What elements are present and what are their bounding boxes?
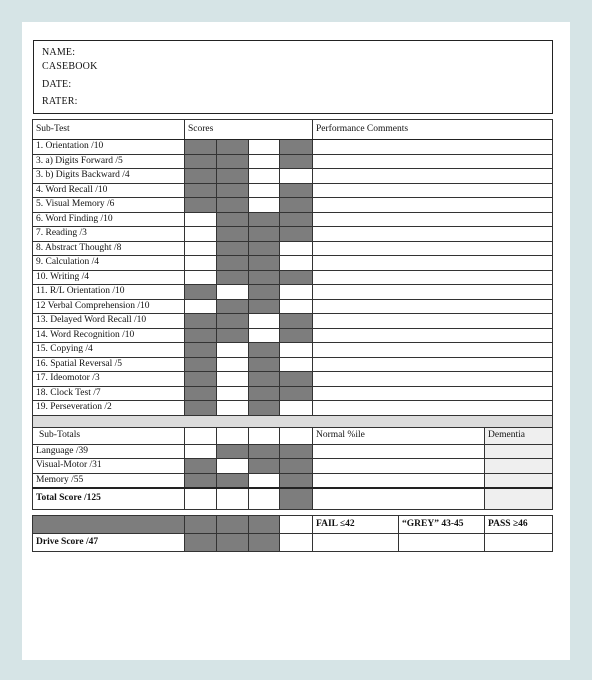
- subtest-row: [33, 270, 553, 285]
- score-cell: [217, 183, 249, 198]
- subtest-label: 10. Writing /4: [33, 270, 185, 285]
- subtest-label: 15. Copying /4: [33, 343, 185, 358]
- subtest-row: [33, 154, 553, 169]
- score-cell: [185, 401, 217, 416]
- score-cell[interactable]: [185, 444, 217, 459]
- dementia-cell[interactable]: [485, 444, 553, 459]
- score-cell[interactable]: [280, 299, 313, 314]
- score-cell: [249, 459, 280, 474]
- divider-cell: [33, 415, 553, 427]
- score-cell[interactable]: [249, 488, 280, 510]
- score-cell[interactable]: [217, 386, 249, 401]
- score-cell: [217, 534, 249, 552]
- subtest-label: 3. b) Digits Backward /4: [33, 169, 185, 184]
- comment-cell[interactable]: [313, 343, 553, 358]
- date-label: DATE:: [42, 79, 72, 90]
- score-cell: [249, 534, 280, 552]
- comment-cell[interactable]: [313, 386, 553, 401]
- score-cell: [185, 534, 217, 552]
- score-cell: [249, 285, 280, 300]
- subtest-header: Sub-Test: [33, 120, 185, 140]
- score-cell[interactable]: [185, 227, 217, 242]
- comment-cell[interactable]: [313, 198, 553, 213]
- subtest-row: [33, 386, 553, 401]
- subtest-label: 12 Verbal Comprehension /10: [33, 299, 185, 314]
- score-cell: [249, 343, 280, 358]
- score-cell[interactable]: [217, 285, 249, 300]
- score-cell[interactable]: [217, 488, 249, 510]
- score-cell: [217, 198, 249, 213]
- score-cell: [280, 473, 313, 488]
- score-cell: [280, 212, 313, 227]
- score-cell: [249, 227, 280, 242]
- score-cell: [185, 169, 217, 184]
- subtotal-row: [33, 473, 553, 488]
- score-cell: [217, 444, 249, 459]
- subtest-label: 6. Word Finding /10: [33, 212, 185, 227]
- subtest-row: [33, 343, 553, 358]
- subtest-row: [33, 212, 553, 227]
- comment-cell[interactable]: [313, 212, 553, 227]
- score-cell[interactable]: [280, 256, 313, 271]
- comment-cell[interactable]: [313, 256, 553, 271]
- normal-percentile-cell[interactable]: [313, 444, 485, 459]
- score-cell[interactable]: [249, 328, 280, 343]
- score-cell: [185, 198, 217, 213]
- subtotal-label: Visual-Motor /31: [33, 459, 185, 474]
- score-cell[interactable]: [185, 256, 217, 271]
- score-cell[interactable]: [249, 140, 280, 155]
- subtest-label: 1. Orientation /10: [33, 140, 185, 155]
- score-cell: [249, 212, 280, 227]
- score-cell: [280, 372, 313, 387]
- score-cell: [249, 427, 280, 444]
- score-cell[interactable]: [249, 169, 280, 184]
- score-cell[interactable]: [217, 401, 249, 416]
- score-cell: [217, 154, 249, 169]
- subtest-label: 3. a) Digits Forward /5: [33, 154, 185, 169]
- drive-threshold-row: [33, 516, 553, 534]
- score-cell: [217, 140, 249, 155]
- score-cell: [185, 473, 217, 488]
- scores-header: Scores: [185, 120, 313, 140]
- pass-threshold: PASS ≥46: [485, 516, 553, 534]
- score-cell: [185, 140, 217, 155]
- score-cell[interactable]: [185, 299, 217, 314]
- subtest-label: 19. Perseveration /2: [33, 401, 185, 416]
- score-cell[interactable]: [249, 314, 280, 329]
- casebook-label: CASEBOOK: [42, 61, 98, 72]
- score-cell: [217, 241, 249, 256]
- score-cell: [280, 444, 313, 459]
- subtest-row: [33, 328, 553, 343]
- score-cell: [280, 227, 313, 242]
- score-cell: [217, 516, 249, 534]
- dementia-cell[interactable]: [485, 473, 553, 488]
- comment-cell[interactable]: [313, 328, 553, 343]
- patient-info-box: [33, 40, 553, 114]
- score-cell: [280, 140, 313, 155]
- comment-cell[interactable]: [313, 183, 553, 198]
- score-cell: [185, 314, 217, 329]
- score-cell: [185, 372, 217, 387]
- score-cell: [280, 488, 313, 510]
- subtest-label: 4. Word Recall /10: [33, 183, 185, 198]
- rater-label: RATER:: [42, 96, 78, 107]
- total-score-row: [33, 488, 553, 510]
- normal-percentile-cell[interactable]: [313, 459, 485, 474]
- comment-cell[interactable]: [313, 270, 553, 285]
- subtotal-label: Language /39: [33, 444, 185, 459]
- subtotals-heading: Sub-Totals: [33, 427, 185, 444]
- score-cell: [280, 516, 313, 534]
- score-cell: [185, 357, 217, 372]
- subtest-row: [33, 169, 553, 184]
- subtest-label: 16. Spatial Reversal /5: [33, 357, 185, 372]
- score-cell[interactable]: [249, 473, 280, 488]
- comment-cell[interactable]: [313, 169, 553, 184]
- score-cell: [249, 386, 280, 401]
- subtotals-header-row: [33, 427, 553, 444]
- score-cell: [217, 256, 249, 271]
- subtest-row: [33, 227, 553, 242]
- score-cell: [249, 256, 280, 271]
- comment-cell[interactable]: [313, 154, 553, 169]
- scoring-table: [32, 119, 553, 552]
- score-cell: [249, 401, 280, 416]
- score-cell: [249, 516, 280, 534]
- subtotal-row: [33, 459, 553, 474]
- subtest-row: [33, 256, 553, 271]
- subtest-label: 17. Ideomotor /3: [33, 372, 185, 387]
- score-cell: [280, 427, 313, 444]
- subtest-row: [33, 140, 553, 155]
- comment-cell[interactable]: [313, 285, 553, 300]
- score-cell[interactable]: [280, 401, 313, 416]
- score-cell[interactable]: [217, 357, 249, 372]
- comments-header: Performance Comments: [313, 120, 553, 140]
- score-cell: [249, 241, 280, 256]
- score-cell[interactable]: [249, 154, 280, 169]
- score-cell: [185, 459, 217, 474]
- dementia-header: Dementia: [485, 427, 553, 444]
- subtest-row: [33, 372, 553, 387]
- score-cell[interactable]: [249, 198, 280, 213]
- subtest-label: 7. Reading /3: [33, 227, 185, 242]
- grey-cell[interactable]: [399, 534, 485, 552]
- score-cell: [217, 212, 249, 227]
- comment-cell[interactable]: [313, 357, 553, 372]
- score-cell: [280, 270, 313, 285]
- score-cell[interactable]: [280, 534, 313, 552]
- score-cell: [280, 386, 313, 401]
- dementia-cell[interactable]: [485, 459, 553, 474]
- subtest-label: 9. Calculation /4: [33, 256, 185, 271]
- score-cell: [185, 516, 217, 534]
- subtest-row: [33, 314, 553, 329]
- fail-threshold: FAIL ≤42: [313, 516, 399, 534]
- score-cell[interactable]: [217, 372, 249, 387]
- fail-cell[interactable]: [313, 534, 399, 552]
- drive-shaded-block: [33, 516, 185, 534]
- score-cell[interactable]: [280, 357, 313, 372]
- subtest-label: 14. Word Recognition /10: [33, 328, 185, 343]
- comment-cell[interactable]: [313, 140, 553, 155]
- score-cell: [185, 343, 217, 358]
- score-cell: [217, 270, 249, 285]
- score-cell: [217, 314, 249, 329]
- score-cell: [185, 183, 217, 198]
- score-cell[interactable]: [280, 241, 313, 256]
- score-cell: [249, 299, 280, 314]
- normal-percentile-cell[interactable]: [313, 488, 485, 510]
- score-cell[interactable]: [185, 212, 217, 227]
- score-cell[interactable]: [185, 270, 217, 285]
- drive-score-row: [33, 534, 553, 552]
- score-cell: [249, 444, 280, 459]
- section-divider: [33, 415, 553, 427]
- pass-cell[interactable]: [485, 534, 553, 552]
- score-cell[interactable]: [185, 241, 217, 256]
- score-cell[interactable]: [249, 183, 280, 198]
- score-cell: [185, 285, 217, 300]
- score-cell: [280, 154, 313, 169]
- score-cell: [280, 183, 313, 198]
- score-cell[interactable]: [217, 343, 249, 358]
- subtest-label: 8. Abstract Thought /8: [33, 241, 185, 256]
- score-cell: [217, 169, 249, 184]
- subtotal-row: [33, 444, 553, 459]
- score-cell: [249, 372, 280, 387]
- comment-cell[interactable]: [313, 314, 553, 329]
- subtest-row: [33, 285, 553, 300]
- subtest-label: 13. Delayed Word Recall /10: [33, 314, 185, 329]
- score-cell: [280, 328, 313, 343]
- subtest-row: [33, 198, 553, 213]
- comment-cell[interactable]: [313, 227, 553, 242]
- score-cell: [280, 459, 313, 474]
- score-cell: [217, 473, 249, 488]
- subtest-row: [33, 357, 553, 372]
- subtest-row: [33, 299, 553, 314]
- score-cell: [249, 357, 280, 372]
- score-cell[interactable]: [280, 169, 313, 184]
- score-cell: [217, 227, 249, 242]
- score-cell: [280, 198, 313, 213]
- score-cell: [185, 328, 217, 343]
- score-cell: [185, 386, 217, 401]
- dementia-cell[interactable]: [485, 488, 553, 510]
- subtest-label: 18. Clock Test /7: [33, 386, 185, 401]
- normal-percentile-cell[interactable]: [313, 473, 485, 488]
- comment-cell[interactable]: [313, 372, 553, 387]
- score-cell: [217, 299, 249, 314]
- subtest-label: 5. Visual Memory /6: [33, 198, 185, 213]
- score-cell: [217, 328, 249, 343]
- subtest-row: [33, 183, 553, 198]
- score-cell: [185, 427, 217, 444]
- drive-score-label: Drive Score /47: [33, 534, 185, 552]
- total-score-label: Total Score /125: [33, 488, 185, 510]
- score-cell[interactable]: [280, 343, 313, 358]
- score-cell[interactable]: [185, 488, 217, 510]
- comment-cell[interactable]: [313, 401, 553, 416]
- subtest-row: [33, 401, 553, 416]
- score-cell[interactable]: [280, 285, 313, 300]
- grey-threshold: “GREY” 43-45: [399, 516, 485, 534]
- score-cell: [280, 314, 313, 329]
- score-cell: [185, 154, 217, 169]
- name-label: NAME:: [42, 47, 76, 58]
- normal-percentile-header: Normal %ile: [313, 427, 485, 444]
- score-cell: [217, 427, 249, 444]
- table-header-row: [33, 120, 553, 140]
- score-cell[interactable]: [217, 459, 249, 474]
- score-cell: [249, 270, 280, 285]
- subtotal-label: Memory /55: [33, 473, 185, 488]
- subtest-label: 11. R/L Orientation /10: [33, 285, 185, 300]
- comment-cell[interactable]: [313, 299, 553, 314]
- comment-cell[interactable]: [313, 241, 553, 256]
- subtest-row: [33, 241, 553, 256]
